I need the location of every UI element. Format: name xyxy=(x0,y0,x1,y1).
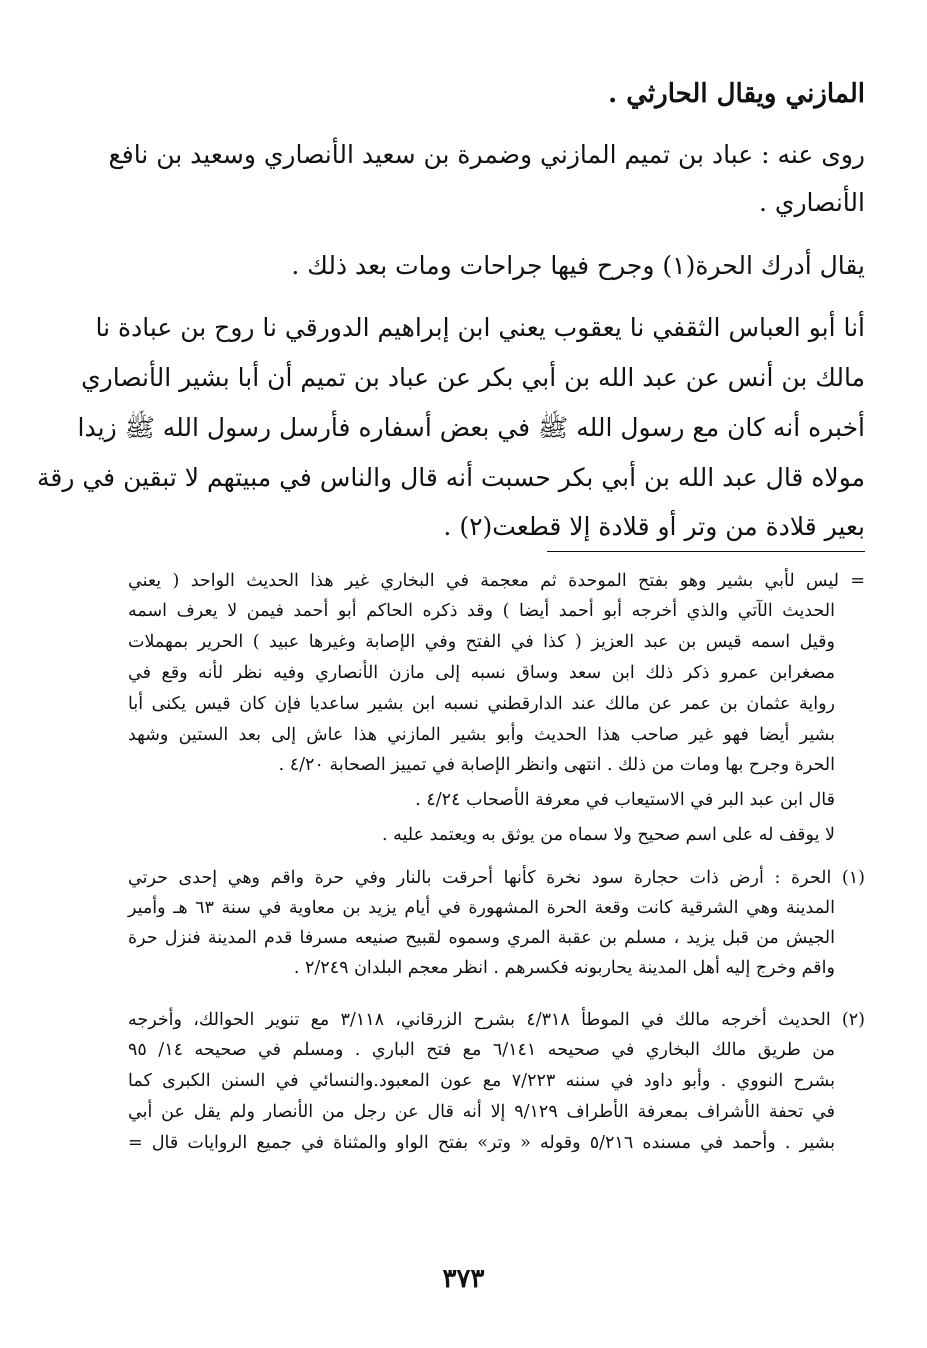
footnote-line: لا يوقف له على اسم صحيح ولا سماه من يوثق به ويعتمد عليه . xyxy=(382,825,835,845)
hadith-line-1: أنا أبو العباس الثقفي نا يعقوب يعني ابن إبراهيم الدورقي نا روح بن عبادة نا xyxy=(95,313,865,342)
footnote-1-line: (١) الحرة : أرض ذات حجارة سود نخرة كأنها أحرقت بالنار وفي حرة واقم وهي إحدى حرتي xyxy=(128,868,865,888)
footnote-line: رواية عثمان بن عمر عن مالك عند الدارقطني نسبه ابن بشير ساعديا فإن كان قيس يكنى أبا xyxy=(128,694,835,714)
hadith-line-5: بعير قلادة من وتر أو قلادة إلا قطعت(٢) . xyxy=(443,512,865,541)
biography-line: يقال أدرك الحرة(١) وجرح فيها جراحات ومات بعد ذلك . xyxy=(291,251,865,280)
hadith-line-4: مولاه قال عبد الله بن أبي بكر حسبت أنه قال والناس في مبيتهم لا تبقين في رقة xyxy=(36,463,865,492)
footnote-separator xyxy=(547,551,865,552)
narrators-line-1: روى عنه : عباد بن تميم المازني وضمرة بن سعيد الأنصاري وسعيد بن نافع xyxy=(108,140,865,169)
footnote-line: مصغرابن عمرو ذكر ذلك ابن سعد وساق نسبه إلى مازن الأنصاري وفيه نظر لأنه وقع في xyxy=(128,663,835,683)
footnote-1-line: واقم وخرج إليه أهل المدينة يحاربونه فكسرهم . انظر معجم البلدان ٢/٢٤٩ . xyxy=(293,958,835,978)
footnote-2-line: بشير . وأحمد في مسنده ٥/٢١٦ وقوله « وتر» بفتح الواو والمثناة في جميع الروايات قال = xyxy=(128,1133,835,1153)
footnote-line: الحرة وجرح بها ومات من ذلك . انتهى وانظر الإصابة في تمييز الصحابة ٤/٢٠ . xyxy=(278,755,835,775)
hadith-line-2: مالك بن أنس عن عبد الله بن أبي بكر عن عباد بن تميم أن أبا بشير الأنصاري xyxy=(81,363,865,392)
entry-heading: المازني ويقال الحارثي . xyxy=(608,79,865,109)
narrators-line-2: الأنصاري . xyxy=(759,188,865,217)
footnote-2-line: (٢) الحديث أخرجه مالك في الموطأ ٤/٣١٨ بشرح الزرقاني، ٣/١١٨ مع تنوير الحوالك، وأخرجه xyxy=(128,1010,865,1030)
footnote-line: = ليس لأبي بشير وهو بفتح الموحدة ثم معجمة في البخاري غير هذا الحديث الواحد ( يعني xyxy=(128,571,865,591)
footnote-2-line: في تحفة الأشراف بمعرفة الأطراف ٩/١٢٩ إلا أنه قال عن رجل من الأنصار ولم يقل عن أبي xyxy=(128,1102,835,1122)
hadith-line-3: أخبره أنه كان مع رسول الله ﷺ في بعض أسفاره فأرسل رسول الله ﷺ زيدا xyxy=(77,413,865,442)
page-number: ٣٧٣ xyxy=(442,1264,485,1294)
footnote-1-line: المدينة وهي الشرقية كانت وقعة الحرة المشهورة في أيام يزيد بن معاوية في سنة ٦٣ هـ وأمير xyxy=(128,898,835,918)
footnote-line: بشير أيضا فهو غير صاحب هذا الحديث وأبو بشير المازني هذا عاش إلى بعد الستين وشهد xyxy=(128,725,835,745)
footnote-1-line: الجيش من قبل يزيد ، مسلم بن عقبة المري وسموه لقبيح صنيعه مسرفا قدم المدينة فنزل حرة xyxy=(128,928,835,948)
footnote-line: وقيل اسمه قيس بن عبد العزيز ( كذا في الفتح وفي الإصابة وغيرها عبيد ) الحرير بمهملات xyxy=(128,632,835,652)
footnote-2-line: من طريق مالك البخاري في صحيحه ٦/١٤١ مع فتح الباري . ومسلم في صحيحه ١٤/ ٩٥ xyxy=(128,1040,835,1060)
footnote-line: الحديث الآتي والذي أخرجه أبو أحمد أيضا ) وقد ذكره الحاكم أبو أحمد فيمن لا يعرف اسمه xyxy=(128,601,835,621)
footnote-line: قال ابن عبد البر في الاستيعاب في معرفة الأصحاب ٤/٢٤ . xyxy=(415,790,835,810)
footnote-2-line: بشرح النووي . وأبو داود في سننه ٧/٢٢٣ مع عون المعبود.والنسائي في السنن الكبرى كما xyxy=(128,1071,835,1091)
